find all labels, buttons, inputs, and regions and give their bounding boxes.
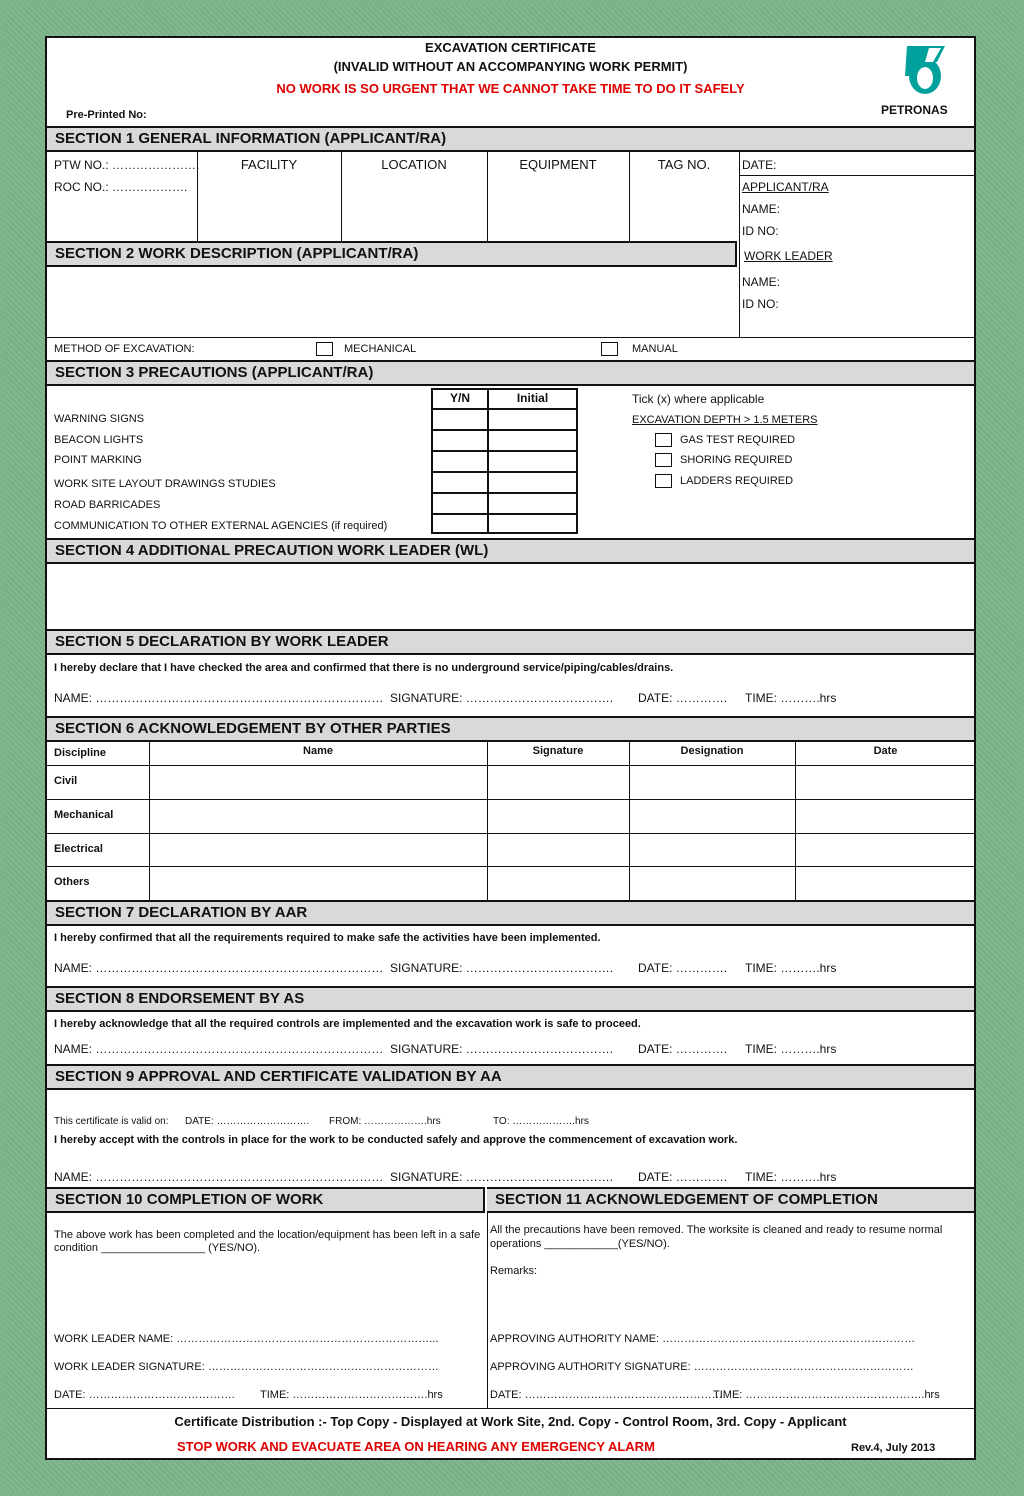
section-11-header: SECTION 11 ACKNOWLEDGEMENT OF COMPLETION bbox=[487, 1187, 974, 1213]
section-3-header: SECTION 3 PRECAUTIONS (APPLICANT/RA) bbox=[47, 360, 974, 386]
s9-name-field[interactable]: NAME: ……………………………………………………………… bbox=[54, 1170, 384, 1184]
s11-text-line1: All the precautions have been removed. The worksite is cleaned and ready to resume normal bbox=[490, 1224, 943, 1236]
gas-test-label: GAS TEST REQUIRED bbox=[680, 434, 796, 446]
precaution-item: ROAD BARRICADES bbox=[54, 499, 161, 511]
s5-time-field[interactable]: TIME: ……….hrs bbox=[745, 691, 837, 705]
s10-date-field[interactable]: DATE: …………………………………. bbox=[54, 1389, 235, 1401]
valid-from-field[interactable]: FROM: ……………….hrs bbox=[329, 1116, 441, 1127]
section-6-header: SECTION 6 ACKNOWLEDGEMENT BY OTHER PARTIES bbox=[47, 716, 974, 742]
table-row-discipline: Others bbox=[54, 876, 90, 888]
shoring-checkbox[interactable] bbox=[655, 453, 672, 467]
s5-declaration: I hereby declare that I have checked the area and confirmed that there is no underground service/piping/cables/drains. bbox=[54, 662, 674, 674]
initial-header: Initial bbox=[516, 391, 549, 405]
s9-signature-field[interactable]: SIGNATURE: ………………………………. bbox=[390, 1170, 614, 1184]
precaution-item: WORK SITE LAYOUT DRAWINGS STUDIES bbox=[54, 478, 276, 490]
section-10-header: SECTION 10 COMPLETION OF WORK bbox=[47, 1187, 485, 1213]
applicant-id-field[interactable]: ID NO: bbox=[742, 224, 779, 238]
col-discipline: Discipline bbox=[54, 747, 106, 759]
emergency-alarm-warning: STOP WORK AND EVACUATE AREA ON HEARING ANY EMERGENCY ALARM bbox=[177, 1439, 655, 1454]
s5-date-field[interactable]: DATE: …………. bbox=[638, 691, 728, 705]
s11-text-line2: operations ____________(YES/NO). bbox=[490, 1238, 670, 1250]
s7-date-field[interactable]: DATE: …………. bbox=[638, 961, 728, 975]
s10-wl-signature-field[interactable]: WORK LEADER SIGNATURE: ……………………………………………………… bbox=[54, 1361, 439, 1373]
tick-instruction: Tick (x) where applicable bbox=[632, 392, 765, 406]
col-date: Date bbox=[873, 745, 898, 757]
s10-wl-name-field[interactable]: WORK LEADER NAME: ……………………………………………………………... bbox=[54, 1333, 439, 1345]
doc-subtitle: (INVALID WITHOUT AN ACCOMPANYING WORK PERMIT) bbox=[333, 59, 688, 74]
section-5-header: SECTION 5 DECLARATION BY WORK LEADER bbox=[47, 629, 974, 655]
s7-name-field[interactable]: NAME: ……………………………………………………………… bbox=[54, 961, 384, 975]
ladders-checkbox[interactable] bbox=[655, 474, 672, 488]
s9-date-field[interactable]: DATE: …………. bbox=[638, 1170, 728, 1184]
valid-date-field[interactable]: DATE: ………………………. bbox=[185, 1116, 310, 1127]
ladders-label: LADDERS REQUIRED bbox=[680, 475, 794, 487]
safety-warning: NO WORK IS SO URGENT THAT WE CANNOT TAKE TIME TO DO IT SAFELY bbox=[276, 81, 745, 96]
work-leader-label: WORK LEADER bbox=[744, 249, 833, 263]
wl-name-field[interactable]: NAME: bbox=[742, 275, 781, 289]
doc-title: EXCAVATION CERTIFICATE bbox=[425, 40, 596, 55]
s5-signature-field[interactable]: SIGNATURE: ………………………………. bbox=[390, 691, 614, 705]
wl-id-field[interactable]: ID NO: bbox=[742, 297, 779, 311]
s10-text-line2: condition _________________ (YES/NO). bbox=[54, 1242, 261, 1254]
facility-label: FACILITY bbox=[240, 157, 298, 172]
petronas-logo-icon bbox=[895, 42, 955, 98]
applicant-label: APPLICANT/RA bbox=[742, 180, 829, 194]
applicant-name-field[interactable]: NAME: bbox=[742, 202, 781, 216]
tag-no-label: TAG NO. bbox=[657, 157, 711, 172]
s11-aa-name-field[interactable]: APPROVING AUTHORITY NAME: …………………………………………………………… bbox=[490, 1333, 916, 1345]
s8-time-field[interactable]: TIME: ……….hrs bbox=[745, 1042, 837, 1056]
distribution-note: Certificate Distribution :- Top Copy - Displayed at Work Site, 2nd. Copy - Control Room, 3rd. Copy - Applicant bbox=[174, 1414, 847, 1429]
s7-signature-field[interactable]: SIGNATURE: ………………………………. bbox=[390, 961, 614, 975]
precaution-item: BEACON LIGHTS bbox=[54, 434, 144, 446]
s8-signature-field[interactable]: SIGNATURE: ………………………………. bbox=[390, 1042, 614, 1056]
s8-name-field[interactable]: NAME: ……………………………………………………………… bbox=[54, 1042, 384, 1056]
col-designation: Designation bbox=[680, 745, 744, 757]
precaution-item: WARNING SIGNS bbox=[54, 413, 145, 425]
s11-aa-signature-field[interactable]: APPROVING AUTHORITY SIGNATURE: …………………………………………………… bbox=[490, 1361, 914, 1373]
section-4-header: SECTION 4 ADDITIONAL PRECAUTION WORK LEADER (WL) bbox=[47, 538, 974, 564]
valid-to-field[interactable]: TO: ……………….hrs bbox=[493, 1116, 589, 1127]
section-8-header: SECTION 8 ENDORSEMENT BY AS bbox=[47, 986, 974, 1012]
yn-header: Y/N bbox=[449, 391, 470, 405]
roc-no-field[interactable]: ROC NO.: ………………. bbox=[54, 180, 188, 194]
precaution-item: POINT MARKING bbox=[54, 454, 142, 466]
shoring-label: SHORING REQUIRED bbox=[680, 454, 793, 466]
valid-label: This certificate is valid on: bbox=[54, 1116, 169, 1127]
s7-declaration: I hereby confirmed that all the requirements required to make safe the activities have been implemented. bbox=[54, 932, 601, 944]
mechanical-label: MECHANICAL bbox=[344, 343, 417, 355]
excavation-certificate bbox=[45, 36, 976, 1460]
table-row-discipline: Electrical bbox=[54, 843, 103, 855]
ptw-no-field[interactable]: PTW NO.: …………………. bbox=[54, 158, 200, 172]
date-field[interactable]: DATE: bbox=[742, 158, 777, 172]
method-label: METHOD OF EXCAVATION: bbox=[54, 343, 195, 355]
manual-label: MANUAL bbox=[632, 343, 678, 355]
s8-declaration: I hereby acknowledge that all the required controls are implemented and the excavation work is safe to proceed. bbox=[54, 1018, 641, 1030]
section-7-header: SECTION 7 DECLARATION BY AAR bbox=[47, 900, 974, 926]
precaution-item: COMMUNICATION TO OTHER EXTERNAL AGENCIES (if required) bbox=[54, 520, 388, 532]
section-9-header: SECTION 9 APPROVAL AND CERTIFICATE VALIDATION BY AA bbox=[47, 1064, 974, 1090]
logo-text: PETRONAS bbox=[881, 103, 948, 117]
section-2-header: SECTION 2 WORK DESCRIPTION (APPLICANT/RA) bbox=[47, 241, 737, 267]
table-row-discipline: Civil bbox=[54, 775, 78, 787]
table-row-discipline: Mechanical bbox=[54, 809, 114, 821]
s5-name-field[interactable]: NAME: ……………………………………………………………… bbox=[54, 691, 384, 705]
section-1-header: SECTION 1 GENERAL INFORMATION (APPLICANT/RA) bbox=[47, 126, 974, 152]
location-label: LOCATION bbox=[381, 157, 447, 172]
s11-date-field[interactable]: DATE: ………………………………………………. bbox=[490, 1389, 726, 1401]
s7-time-field[interactable]: TIME: ……….hrs bbox=[745, 961, 837, 975]
revision-label: Rev.4, July 2013 bbox=[851, 1442, 936, 1454]
col-name: Name bbox=[303, 745, 333, 757]
s9-declaration: I hereby accept with the controls in place for the work to be conducted safely and approve the commencement of excavation work. bbox=[54, 1134, 738, 1146]
depth-label: EXCAVATION DEPTH > 1.5 METERS bbox=[632, 414, 818, 426]
s11-time-field[interactable]: TIME: ………………………………………….hrs bbox=[713, 1389, 940, 1401]
col-signature: Signature bbox=[532, 745, 584, 757]
gas-test-checkbox[interactable] bbox=[655, 433, 672, 447]
s11-remarks-label: Remarks: bbox=[490, 1265, 538, 1277]
manual-checkbox[interactable] bbox=[601, 342, 618, 356]
s9-time-field[interactable]: TIME: ……….hrs bbox=[745, 1170, 837, 1184]
equipment-label: EQUIPMENT bbox=[519, 157, 597, 172]
s8-date-field[interactable]: DATE: …………. bbox=[638, 1042, 728, 1056]
s10-time-field[interactable]: TIME: ……………………………….hrs bbox=[260, 1389, 443, 1401]
s10-text-line1: The above work has been completed and the location/equipment has been left in a safe bbox=[54, 1229, 481, 1241]
preprinted-label: Pre-Printed No: bbox=[66, 109, 147, 121]
mechanical-checkbox[interactable] bbox=[316, 342, 333, 356]
